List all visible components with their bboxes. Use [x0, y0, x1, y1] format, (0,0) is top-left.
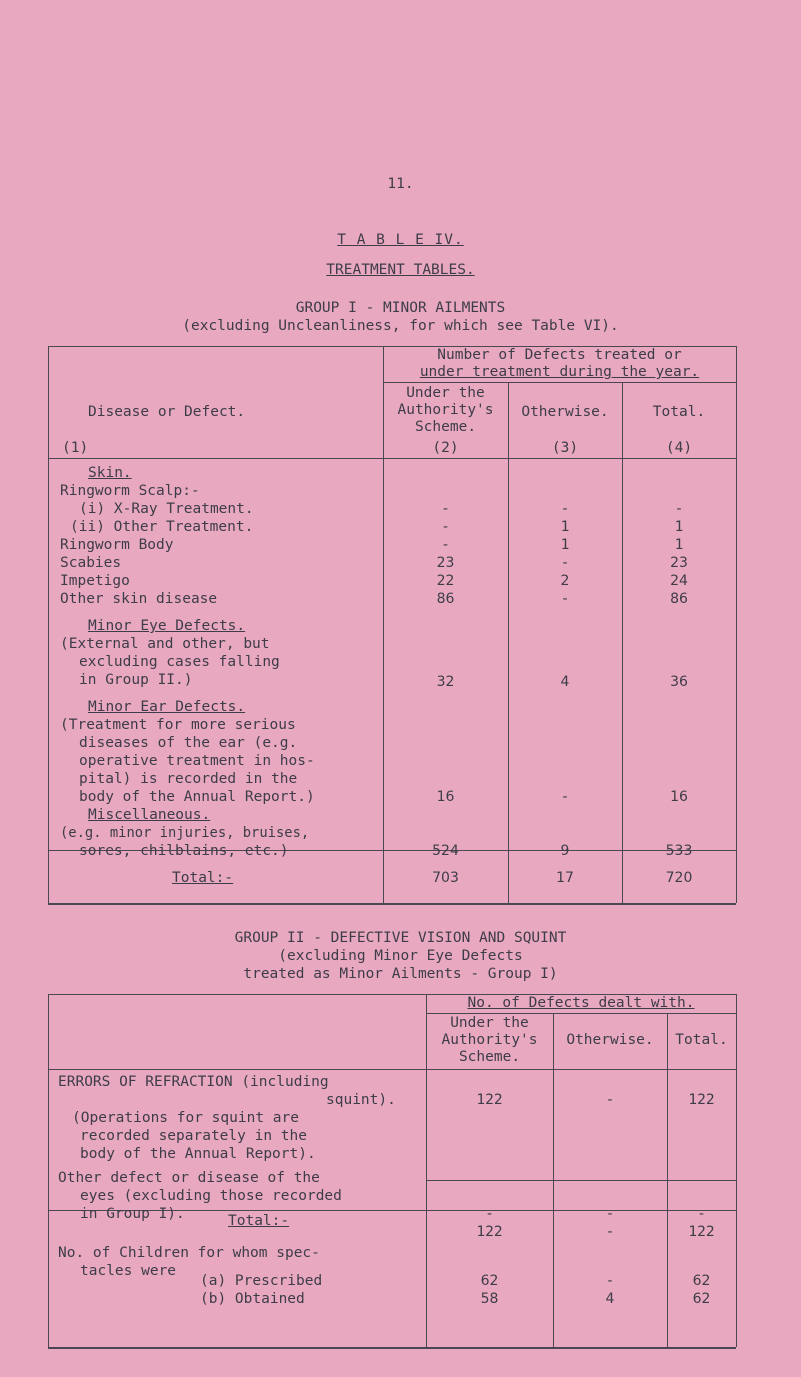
ringworm-body-value-otherwise: 1: [560, 537, 570, 553]
other-skin-value-scheme: 86: [436, 591, 455, 607]
misc-value-scheme: 524: [432, 843, 459, 859]
misc-line1: (e.g. minor injuries, bruises,: [60, 825, 310, 841]
minor-ear-value-scheme: 16: [436, 789, 455, 805]
minor-ear-line4: pital) is recorded in the: [79, 771, 298, 787]
group2-col2-header-line2: Authority's: [441, 1032, 538, 1048]
scabies-value-total: 23: [670, 555, 688, 571]
prescribed-value-otherwise: -: [605, 1273, 615, 1289]
other-defect-value-otherwise: -: [605, 1206, 615, 1222]
other-skin-value-otherwise: -: [560, 591, 570, 607]
group1-total-scheme: 703: [432, 870, 459, 886]
group1-span-header-line2: under treatment during the year.: [419, 364, 700, 380]
other-defect-line3: in Group I).: [80, 1206, 185, 1222]
group1-total-total: 720: [665, 870, 693, 886]
group2-total-otherwise: -: [605, 1224, 615, 1240]
ringworm-body-value-scheme: -: [441, 537, 450, 553]
obtained-value-total: 62: [692, 1291, 711, 1307]
minor-eye-line2: excluding cases falling: [79, 654, 280, 670]
ops-line1: (Operations for squint are: [72, 1110, 299, 1126]
impetigo-value-total: 24: [670, 573, 688, 589]
treatment-tables-heading: TREATMENT TABLES.: [326, 262, 475, 278]
impetigo-value-scheme: 22: [436, 573, 455, 589]
minor-ear-value-otherwise: -: [560, 789, 570, 805]
xray-treatment-label: (i) X-Ray Treatment.: [79, 501, 254, 517]
group1-col2-header-line3: Scheme.: [414, 419, 477, 435]
group2-total-total: 122: [688, 1224, 715, 1240]
group2-title: GROUP II - DEFECTIVE VISION AND SQUINT: [234, 930, 567, 946]
misc-line2: sores, chilblains, etc.): [79, 843, 289, 859]
misc-heading: Miscellaneous.: [88, 807, 211, 823]
minor-eye-line1: (External and other, but: [60, 636, 270, 652]
other-skin-label: Other skin disease: [60, 591, 218, 607]
group2-total-label: Total:-: [228, 1213, 290, 1229]
errors-value-otherwise: -: [605, 1092, 615, 1108]
group1-col2-header-line2: Authority's: [397, 402, 494, 418]
group2-col3-header: Otherwise.: [566, 1032, 654, 1048]
group1-col3-header: Otherwise.: [521, 404, 609, 420]
group1-col3-number: (3): [551, 440, 579, 456]
ops-line2: recorded separately in the: [80, 1128, 307, 1144]
other-treatment-value-scheme: -: [441, 519, 450, 535]
obtained-value-otherwise: 4: [605, 1291, 615, 1307]
group1-span-header-line1: Number of Defects treated or: [437, 347, 682, 363]
group2-subtitle-line1: (excluding Minor Eye Defects: [278, 948, 523, 964]
misc-value-total: 533: [665, 843, 693, 859]
prescribed-value-total: 62: [692, 1273, 711, 1289]
group2-subtitle-line2: treated as Minor Ailments - Group I): [243, 966, 558, 982]
minor-eye-value-otherwise: 4: [560, 674, 570, 690]
minor-ear-line3: operative treatment in hos-: [79, 753, 315, 769]
skin-heading: Skin.: [88, 465, 132, 481]
minor-eye-line3: in Group II.): [79, 672, 193, 688]
group1-disease-header: Disease or Defect.: [88, 404, 246, 420]
minor-ear-line1: (Treatment for more serious: [60, 717, 296, 733]
other-treatment-value-total: 1: [674, 519, 684, 535]
scabies-value-scheme: 23: [436, 555, 455, 571]
minor-eye-heading: Minor Eye Defects.: [88, 618, 246, 634]
ringworm-scalp-label: Ringworm Scalp:-: [60, 483, 200, 499]
errors-value-total: 122: [688, 1092, 715, 1108]
minor-eye-value-total: 36: [670, 674, 688, 690]
group2-total-scheme: 122: [476, 1224, 503, 1240]
other-defect-line1: Other defect or disease of the: [58, 1170, 320, 1186]
xray-value-scheme: -: [441, 501, 450, 517]
xray-value-total: -: [674, 501, 684, 517]
scabies-value-otherwise: -: [560, 555, 570, 571]
group2-col2-header-line1: Under the: [450, 1015, 529, 1031]
other-defect-line2: eyes (excluding those recorded: [80, 1188, 342, 1204]
impetigo-value-otherwise: 2: [560, 573, 570, 589]
other-treatment-value-otherwise: 1: [560, 519, 570, 535]
minor-ear-value-total: 16: [670, 789, 688, 805]
group1-title: GROUP I - MINOR AILMENTS: [295, 300, 506, 316]
minor-ear-line2: diseases of the ear (e.g.: [79, 735, 298, 751]
ops-line3: body of the Annual Report).: [80, 1146, 316, 1162]
impetigo-label: Impetigo: [60, 573, 130, 589]
group1-total-label: Total:-: [172, 870, 234, 886]
group1-total-otherwise: 17: [556, 870, 574, 886]
minor-ear-heading: Minor Ear Defects.: [88, 699, 246, 715]
page-number: 11.: [387, 176, 414, 192]
errors-value-scheme: 122: [476, 1092, 503, 1108]
group1-col1-number: (1): [62, 440, 89, 456]
other-treatment-label: (ii) Other Treatment.: [70, 519, 254, 535]
group2-col4-header: Total.: [675, 1032, 728, 1048]
group2-span-header: No. of Defects dealt with.: [467, 995, 695, 1011]
group1-subtitle: (excluding Uncleanliness, for which see Table VI).: [182, 318, 619, 334]
xray-value-otherwise: -: [560, 501, 570, 517]
table-title: T A B L E IV.: [337, 232, 464, 248]
ringworm-body-label: Ringworm Body: [60, 537, 174, 553]
group1-col2-number: (2): [432, 440, 459, 456]
minor-eye-value-scheme: 32: [436, 674, 455, 690]
group1-col4-number: (4): [665, 440, 693, 456]
errors-line2: squint).: [326, 1092, 396, 1108]
other-skin-value-total: 86: [670, 591, 688, 607]
spectacles-line2: tacles were: [80, 1263, 177, 1279]
other-defect-value-scheme: -: [485, 1206, 494, 1222]
errors-line1: ERRORS OF REFRACTION (including: [58, 1074, 329, 1090]
minor-ear-line5: body of the Annual Report.): [79, 789, 315, 805]
prescribed-label: (a) Prescribed: [200, 1273, 323, 1289]
obtained-value-scheme: 58: [480, 1291, 499, 1307]
spectacles-line1: No. of Children for whom spec-: [58, 1245, 320, 1261]
obtained-label: (b) Obtained: [200, 1291, 305, 1307]
misc-value-otherwise: 9: [560, 843, 570, 859]
group2-col2-header-line3: Scheme.: [458, 1049, 521, 1065]
prescribed-value-scheme: 62: [480, 1273, 499, 1289]
group1-col2-header-line1: Under the: [406, 385, 485, 401]
scabies-label: Scabies: [60, 555, 122, 571]
other-defect-value-total: -: [697, 1206, 706, 1222]
group1-col4-header: Total.: [652, 404, 706, 420]
ringworm-body-value-total: 1: [674, 537, 684, 553]
